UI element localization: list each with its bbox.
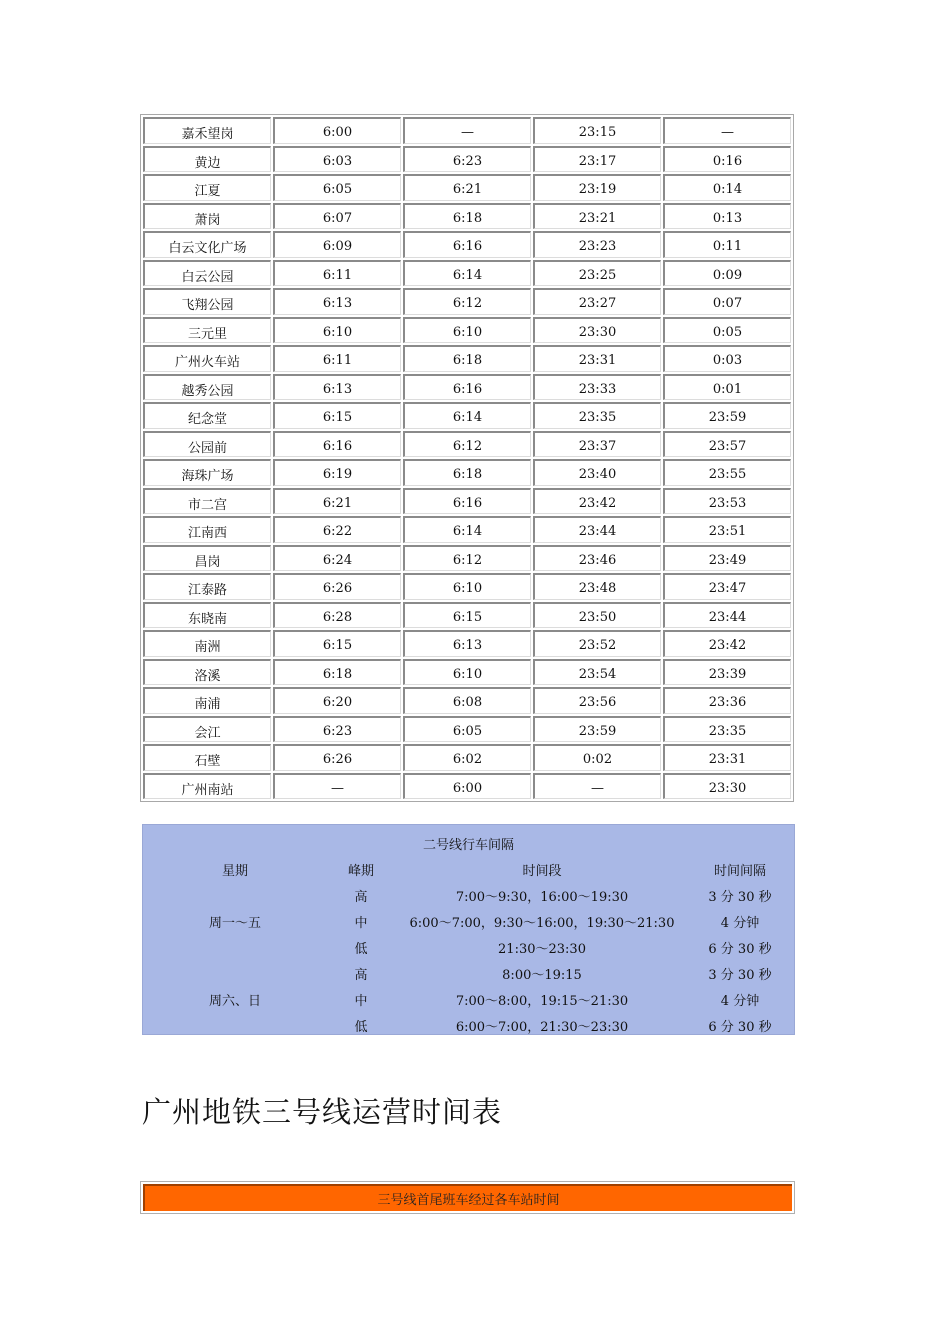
first-train-outbound-cell: 6:28 (273, 602, 401, 629)
line3-section-heading: 广州地铁三号线运营时间表 (142, 1095, 503, 1129)
first-train-inbound-cell: 6:12 (403, 545, 531, 572)
last-train-inbound-cell: 0:16 (663, 146, 791, 173)
table-row (142, 259, 792, 288)
last-train-outbound-cell: — (533, 773, 661, 800)
table-row (142, 686, 792, 715)
last-train-inbound-cell: 23:57 (663, 431, 791, 458)
last-train-inbound-cell: 23:51 (663, 516, 791, 543)
first-train-outbound-cell: 6:21 (273, 488, 401, 515)
last-train-inbound-cell: 0:13 (663, 203, 791, 230)
table-row (142, 287, 792, 316)
station-name-cell: 海珠广场 (143, 459, 271, 486)
headway-title: 二号线行车间隔 (422, 838, 514, 853)
table-row (142, 202, 792, 231)
table-row (142, 458, 792, 487)
station-name-cell: 黄边 (143, 146, 271, 173)
station-name-cell: 嘉禾望岗 (143, 117, 271, 144)
station-name-cell: 洛溪 (143, 659, 271, 686)
line3-schedule-header-label: 三号线首尾班车经过各车站时间 (143, 1184, 792, 1211)
last-train-outbound-cell: 23:50 (533, 602, 661, 629)
first-train-inbound-cell: 6:05 (403, 716, 531, 743)
first-train-outbound-cell: 6:11 (273, 345, 401, 372)
first-train-outbound-cell: 6:00 (273, 117, 401, 144)
weekday-period-mid: 6:00～7:00，9:30～16:00，19:30～21:30 (409, 916, 675, 931)
last-train-outbound-cell: 23:31 (533, 345, 661, 372)
last-train-inbound-cell: 23:59 (663, 402, 791, 429)
last-train-inbound-cell: 23:47 (663, 573, 791, 600)
header-period: 时间段 (522, 864, 562, 879)
station-name-cell: 公园前 (143, 431, 271, 458)
weekday-peak-mid: 中 (354, 916, 368, 931)
station-name-cell: 江夏 (143, 174, 271, 201)
station-name-cell: 白云文化广场 (143, 231, 271, 258)
table-row (142, 430, 792, 459)
first-train-inbound-cell: 6:13 (403, 630, 531, 657)
station-name-cell: 飞翔公园 (143, 288, 271, 315)
station-name-cell: 江泰路 (143, 573, 271, 600)
table-row (142, 658, 792, 687)
table-row (142, 629, 792, 658)
table-row (142, 715, 792, 744)
last-train-inbound-cell: 0:14 (663, 174, 791, 201)
header-day: 星期 (221, 864, 249, 879)
first-train-outbound-cell: — (273, 773, 401, 800)
last-train-inbound-cell: 23:53 (663, 488, 791, 515)
last-train-inbound-cell: 23:55 (663, 459, 791, 486)
table-row (142, 772, 792, 801)
weekday-period-high: 7:00～9:30，16:00～19:30 (455, 890, 629, 905)
header-peak: 峰期 (347, 864, 375, 879)
last-train-outbound-cell: 23:23 (533, 231, 661, 258)
station-name-cell: 会江 (143, 716, 271, 743)
station-name-cell: 白云公园 (143, 260, 271, 287)
last-train-outbound-cell: 23:40 (533, 459, 661, 486)
station-name-cell: 广州南站 (143, 773, 271, 800)
weekend-peak-low: 低 (354, 1020, 368, 1035)
station-name-cell: 昌岗 (143, 545, 271, 572)
first-train-outbound-cell: 6:24 (273, 545, 401, 572)
weekend-period-high: 8:00～19:15 (502, 968, 582, 983)
last-train-inbound-cell: 0:03 (663, 345, 791, 372)
first-train-outbound-cell: 6:15 (273, 630, 401, 657)
last-train-outbound-cell: 23:27 (533, 288, 661, 315)
first-train-inbound-cell: 6:12 (403, 431, 531, 458)
station-name-cell: 江南西 (143, 516, 271, 543)
first-train-inbound-cell: 6:18 (403, 345, 531, 372)
first-train-outbound-cell: 6:07 (273, 203, 401, 230)
last-train-inbound-cell: 23:35 (663, 716, 791, 743)
weekend-gap-low: 6 分 30 秒 (708, 1020, 772, 1035)
table-row (142, 601, 792, 630)
table-row (142, 373, 792, 402)
weekend-peak-mid: 中 (354, 994, 368, 1009)
station-name-cell: 萧岗 (143, 203, 271, 230)
first-train-outbound-cell: 6:26 (273, 573, 401, 600)
first-train-outbound-cell: 6:18 (273, 659, 401, 686)
first-train-outbound-cell: 6:13 (273, 288, 401, 315)
first-train-inbound-cell: 6:10 (403, 573, 531, 600)
header-gap: 时间间隔 (713, 864, 767, 879)
first-train-inbound-cell: 6:14 (403, 402, 531, 429)
first-train-inbound-cell: 6:02 (403, 744, 531, 771)
last-train-outbound-cell: 23:46 (533, 545, 661, 572)
last-train-outbound-cell: 23:21 (533, 203, 661, 230)
weekend-label: 周六、日 (208, 994, 262, 1009)
station-name-cell: 广州火车站 (143, 345, 271, 372)
station-name-cell: 东晓南 (143, 602, 271, 629)
first-train-outbound-cell: 6:13 (273, 374, 401, 401)
first-train-outbound-cell: 6:16 (273, 431, 401, 458)
last-train-outbound-cell: 23:17 (533, 146, 661, 173)
weekend-gap-mid: 4 分钟 (720, 994, 760, 1009)
table-row (142, 145, 792, 174)
last-train-outbound-cell: 23:30 (533, 317, 661, 344)
weekday-gap-mid: 4 分钟 (720, 916, 760, 931)
last-train-outbound-cell: 23:56 (533, 687, 661, 714)
first-train-inbound-cell: — (403, 117, 531, 144)
last-train-inbound-cell: 23:30 (663, 773, 791, 800)
last-train-outbound-cell: 23:25 (533, 260, 661, 287)
weekend-gap-high: 3 分 30 秒 (708, 968, 772, 983)
last-train-inbound-cell: 23:42 (663, 630, 791, 657)
first-train-outbound-cell: 6:05 (273, 174, 401, 201)
first-train-inbound-cell: 6:14 (403, 516, 531, 543)
table-row (142, 230, 792, 259)
table-row (142, 316, 792, 345)
line3-schedule-header-table (140, 1181, 795, 1214)
last-train-inbound-cell: 0:09 (663, 260, 791, 287)
first-train-outbound-cell: 6:03 (273, 146, 401, 173)
last-train-outbound-cell: 23:33 (533, 374, 661, 401)
weekend-period-low: 6:00～7:00，21:30～23:30 (455, 1020, 629, 1035)
table-row (142, 173, 792, 202)
last-train-outbound-cell: 23:37 (533, 431, 661, 458)
last-train-outbound-cell: 23:59 (533, 716, 661, 743)
last-train-outbound-cell: 23:48 (533, 573, 661, 600)
table-row (142, 743, 792, 772)
weekday-gap-low: 6 分 30 秒 (708, 942, 772, 957)
station-name-cell: 石壁 (143, 744, 271, 771)
station-name-cell: 市二宫 (143, 488, 271, 515)
station-name-cell: 三元里 (143, 317, 271, 344)
first-train-outbound-cell: 6:19 (273, 459, 401, 486)
first-train-inbound-cell: 6:21 (403, 174, 531, 201)
station-name-cell: 南浦 (143, 687, 271, 714)
last-train-outbound-cell: 23:15 (533, 117, 661, 144)
first-train-outbound-cell: 6:10 (273, 317, 401, 344)
table-row (142, 116, 792, 145)
first-train-inbound-cell: 6:14 (403, 260, 531, 287)
weekend-period-mid: 7:00～8:00，19:15～21:30 (455, 994, 629, 1009)
table-row (142, 544, 792, 573)
last-train-outbound-cell: 23:52 (533, 630, 661, 657)
first-train-inbound-cell: 6:10 (403, 317, 531, 344)
first-train-outbound-cell: 6:22 (273, 516, 401, 543)
first-train-inbound-cell: 6:16 (403, 374, 531, 401)
first-train-inbound-cell: 6:00 (403, 773, 531, 800)
first-train-outbound-cell: 6:26 (273, 744, 401, 771)
first-train-inbound-cell: 6:23 (403, 146, 531, 173)
first-train-inbound-cell: 6:15 (403, 602, 531, 629)
station-name-cell: 越秀公园 (143, 374, 271, 401)
table-row (142, 401, 792, 430)
last-train-inbound-cell: 0:11 (663, 231, 791, 258)
weekday-gap-high: 3 分 30 秒 (708, 890, 772, 905)
table-row (142, 344, 792, 373)
first-train-outbound-cell: 6:09 (273, 231, 401, 258)
weekday-peak-high: 高 (354, 890, 368, 905)
last-train-outbound-cell: 23:54 (533, 659, 661, 686)
first-train-inbound-cell: 6:16 (403, 488, 531, 515)
line2-headway-table (142, 824, 795, 1035)
last-train-inbound-cell: 0:05 (663, 317, 791, 344)
first-train-outbound-cell: 6:23 (273, 716, 401, 743)
last-train-outbound-cell: 23:42 (533, 488, 661, 515)
weekend-peak-high: 高 (354, 968, 368, 983)
last-train-inbound-cell: 23:44 (663, 602, 791, 629)
last-train-inbound-cell: — (663, 117, 791, 144)
line2-station-schedule-table (140, 114, 794, 802)
table-row (142, 572, 792, 601)
table-row (142, 515, 792, 544)
last-train-inbound-cell: 23:49 (663, 545, 791, 572)
last-train-inbound-cell: 0:01 (663, 374, 791, 401)
weekday-peak-low: 低 (354, 942, 368, 957)
station-name-cell: 纪念堂 (143, 402, 271, 429)
last-train-outbound-cell: 23:35 (533, 402, 661, 429)
weekday-label: 周一～五 (208, 916, 262, 931)
last-train-inbound-cell: 0:07 (663, 288, 791, 315)
first-train-inbound-cell: 6:16 (403, 231, 531, 258)
station-name-cell: 南洲 (143, 630, 271, 657)
first-train-inbound-cell: 6:10 (403, 659, 531, 686)
last-train-inbound-cell: 23:36 (663, 687, 791, 714)
first-train-inbound-cell: 6:12 (403, 288, 531, 315)
last-train-inbound-cell: 23:31 (663, 744, 791, 771)
first-train-outbound-cell: 6:11 (273, 260, 401, 287)
last-train-outbound-cell: 23:44 (533, 516, 661, 543)
last-train-outbound-cell: 0:02 (533, 744, 661, 771)
last-train-inbound-cell: 23:39 (663, 659, 791, 686)
last-train-outbound-cell: 23:19 (533, 174, 661, 201)
first-train-inbound-cell: 6:18 (403, 459, 531, 486)
weekday-period-low: 21:30～23:30 (498, 942, 586, 957)
first-train-inbound-cell: 6:08 (403, 687, 531, 714)
first-train-outbound-cell: 6:15 (273, 402, 401, 429)
table-row (142, 487, 792, 516)
first-train-outbound-cell: 6:20 (273, 687, 401, 714)
first-train-inbound-cell: 6:18 (403, 203, 531, 230)
